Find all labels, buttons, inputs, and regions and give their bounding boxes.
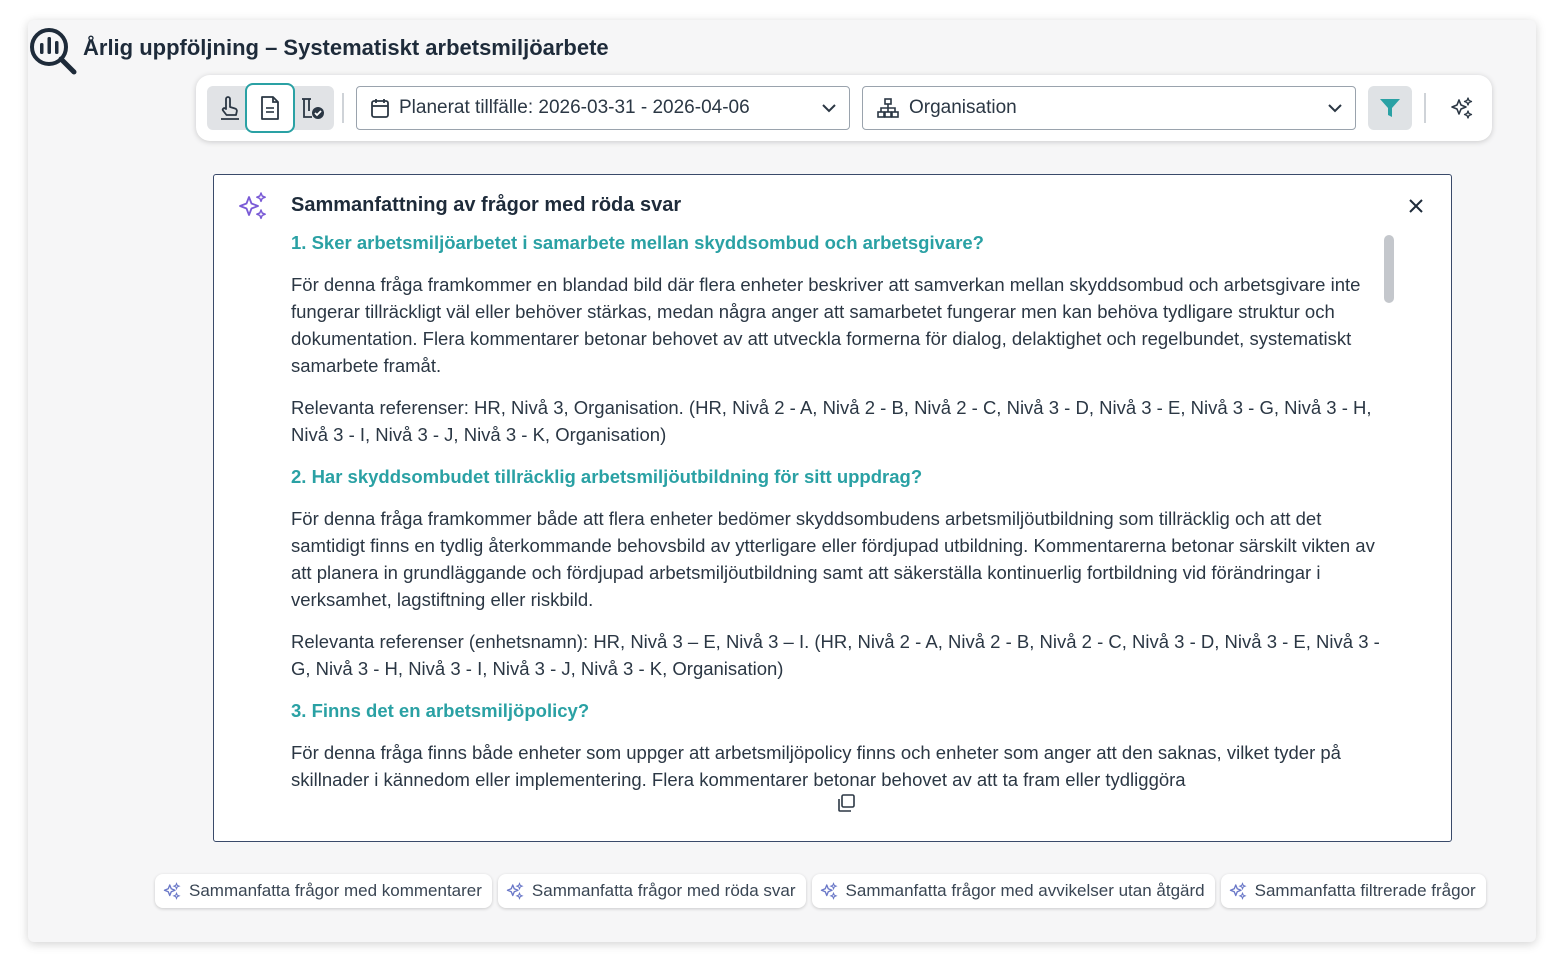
summary-panel bbox=[213, 174, 1452, 842]
close-icon bbox=[1408, 198, 1424, 214]
page-title: Årlig uppföljning – Systematiskt arbetsmiljöarbete bbox=[83, 35, 609, 60]
period-select[interactable] bbox=[356, 86, 850, 130]
suggestion-chips bbox=[155, 874, 1486, 908]
question-references: Relevanta referenser (enhetsnamn): HR, Nivå 3 – E, Nivå 3 – I. (HR, Nivå 2 - A, Nivå 2 - B, Nivå 2 - C, Nivå 3 - D, Nivå 3 - E, Nivå 3 - G, Nivå 3 - H, Nivå 3 - I, Nivå 3 - J, Nivå 3 - K, Organisation) bbox=[291, 631, 1380, 679]
summary-scroll-area[interactable] bbox=[291, 229, 1391, 790]
scrollbar-thumb[interactable] bbox=[1384, 235, 1394, 303]
sparkle-icon bbox=[1450, 96, 1474, 120]
toolbar-divider bbox=[1424, 93, 1426, 123]
period-select-value: Planerat tillfälle: 2026-03-31 - 2026-04-06 bbox=[399, 97, 750, 118]
close-button[interactable] bbox=[1403, 193, 1429, 219]
view-button-checklist[interactable] bbox=[292, 86, 334, 130]
org-chart-icon bbox=[877, 98, 899, 118]
analytics-search-icon bbox=[28, 26, 78, 76]
main-card bbox=[28, 20, 1536, 942]
chip-summarize-red[interactable] bbox=[498, 874, 806, 908]
question-references: Relevanta referenser: HR, Nivå 3, Organisation. (HR, Nivå 2 - A, Nivå 2 - B, Nivå 2 - C, Nivå 3 - D, Nivå 3 - E, Nivå 3 - G, Nivå 3 - H, Nivå 3 - I, Nivå 3 - J, Nivå 3 - K, Organisation) bbox=[291, 397, 1372, 445]
copy-button[interactable] bbox=[834, 791, 858, 815]
question-summary: För denna fråga framkommer både att flera enheter bedömer skyddsombudens arbetsmiljöutbildning som tillräcklig och att det samtidigt finns en tydlig återkommande behovsbild av ytterligare eller fördjupad utbildning. Kommentarerna betonar särskilt vikten av att planera in grundläggande och fördjupad arbetsmiljöutbildning samt att säkerställa kontinuerlig fortbildning vid förändringar i verksamhet, lagstiftning eller riskbild. bbox=[291, 508, 1375, 610]
calendar-icon bbox=[371, 98, 389, 118]
chip-label: Sammanfatta frågor med kommentarer bbox=[189, 881, 482, 900]
copy-icon bbox=[836, 793, 856, 813]
sparkle-icon bbox=[163, 882, 181, 900]
organisation-select[interactable] bbox=[862, 86, 1356, 130]
chip-label: Sammanfatta frågor med avvikelser utan åtgärd bbox=[845, 881, 1205, 900]
sparkle-icon bbox=[238, 191, 268, 221]
view-toggle-group bbox=[207, 86, 334, 130]
sparkle-icon bbox=[820, 882, 838, 900]
ai-summary-button[interactable] bbox=[1440, 86, 1484, 130]
chip-summarize-deviations[interactable] bbox=[812, 874, 1215, 908]
filter-icon bbox=[1379, 97, 1401, 119]
toolbar bbox=[196, 75, 1492, 141]
chip-label: Sammanfatta filtrerade frågor bbox=[1254, 881, 1476, 900]
sparkle-icon bbox=[1229, 882, 1247, 900]
question-summary: För denna fråga finns både enheter som uppger att arbetsmiljöpolicy finns och enheter som anger att den saknas, vilket tyder på skillnader i kännedom eller implementering. Flera kommentarer betonar behovet av att ta fram eller tydliggöra bbox=[291, 742, 1341, 790]
view-button-document[interactable] bbox=[245, 83, 295, 133]
document-icon bbox=[259, 95, 281, 121]
chip-summarize-filtered[interactable] bbox=[1221, 874, 1486, 908]
chip-summarize-commented[interactable] bbox=[155, 874, 492, 908]
summary-title: Sammanfattning av frågor med röda svar bbox=[291, 194, 682, 216]
sparkle-icon bbox=[506, 882, 524, 900]
filter-button[interactable] bbox=[1368, 86, 1412, 130]
question-summary: För denna fråga framkommer en blandad bild där flera enheter beskriver att samverkan mellan skyddsombud och arbetsgivare inte fungerar tillräckligt väl eller behöver stärkas, medan några anger att samarbetet fungerar men kan behöva tydligare struktur och dokumentation. Flera kommentarer betonar behovet av att utveckla formerna för dialog, delaktighet och regelbundet, systematiskt samarbete framåt. bbox=[291, 274, 1361, 376]
checklist-check-icon bbox=[300, 95, 326, 121]
organisation-select-value: Organisation bbox=[909, 97, 1017, 118]
hand-pointer-icon bbox=[218, 95, 242, 121]
toolbar-divider bbox=[342, 93, 344, 123]
question-heading: 1. Sker arbetsmiljöarbetet i samarbete mellan skyddsombud och arbetsgivare? bbox=[291, 232, 984, 253]
question-heading: 3. Finns det en arbetsmiljöpolicy? bbox=[291, 700, 590, 721]
chevron-down-icon bbox=[821, 103, 837, 113]
chip-label: Sammanfatta frågor med röda svar bbox=[531, 881, 796, 900]
chevron-down-icon bbox=[1327, 103, 1343, 113]
question-heading: 2. Har skyddsombudet tillräcklig arbetsmiljöutbildning för sitt uppdrag? bbox=[291, 466, 923, 487]
